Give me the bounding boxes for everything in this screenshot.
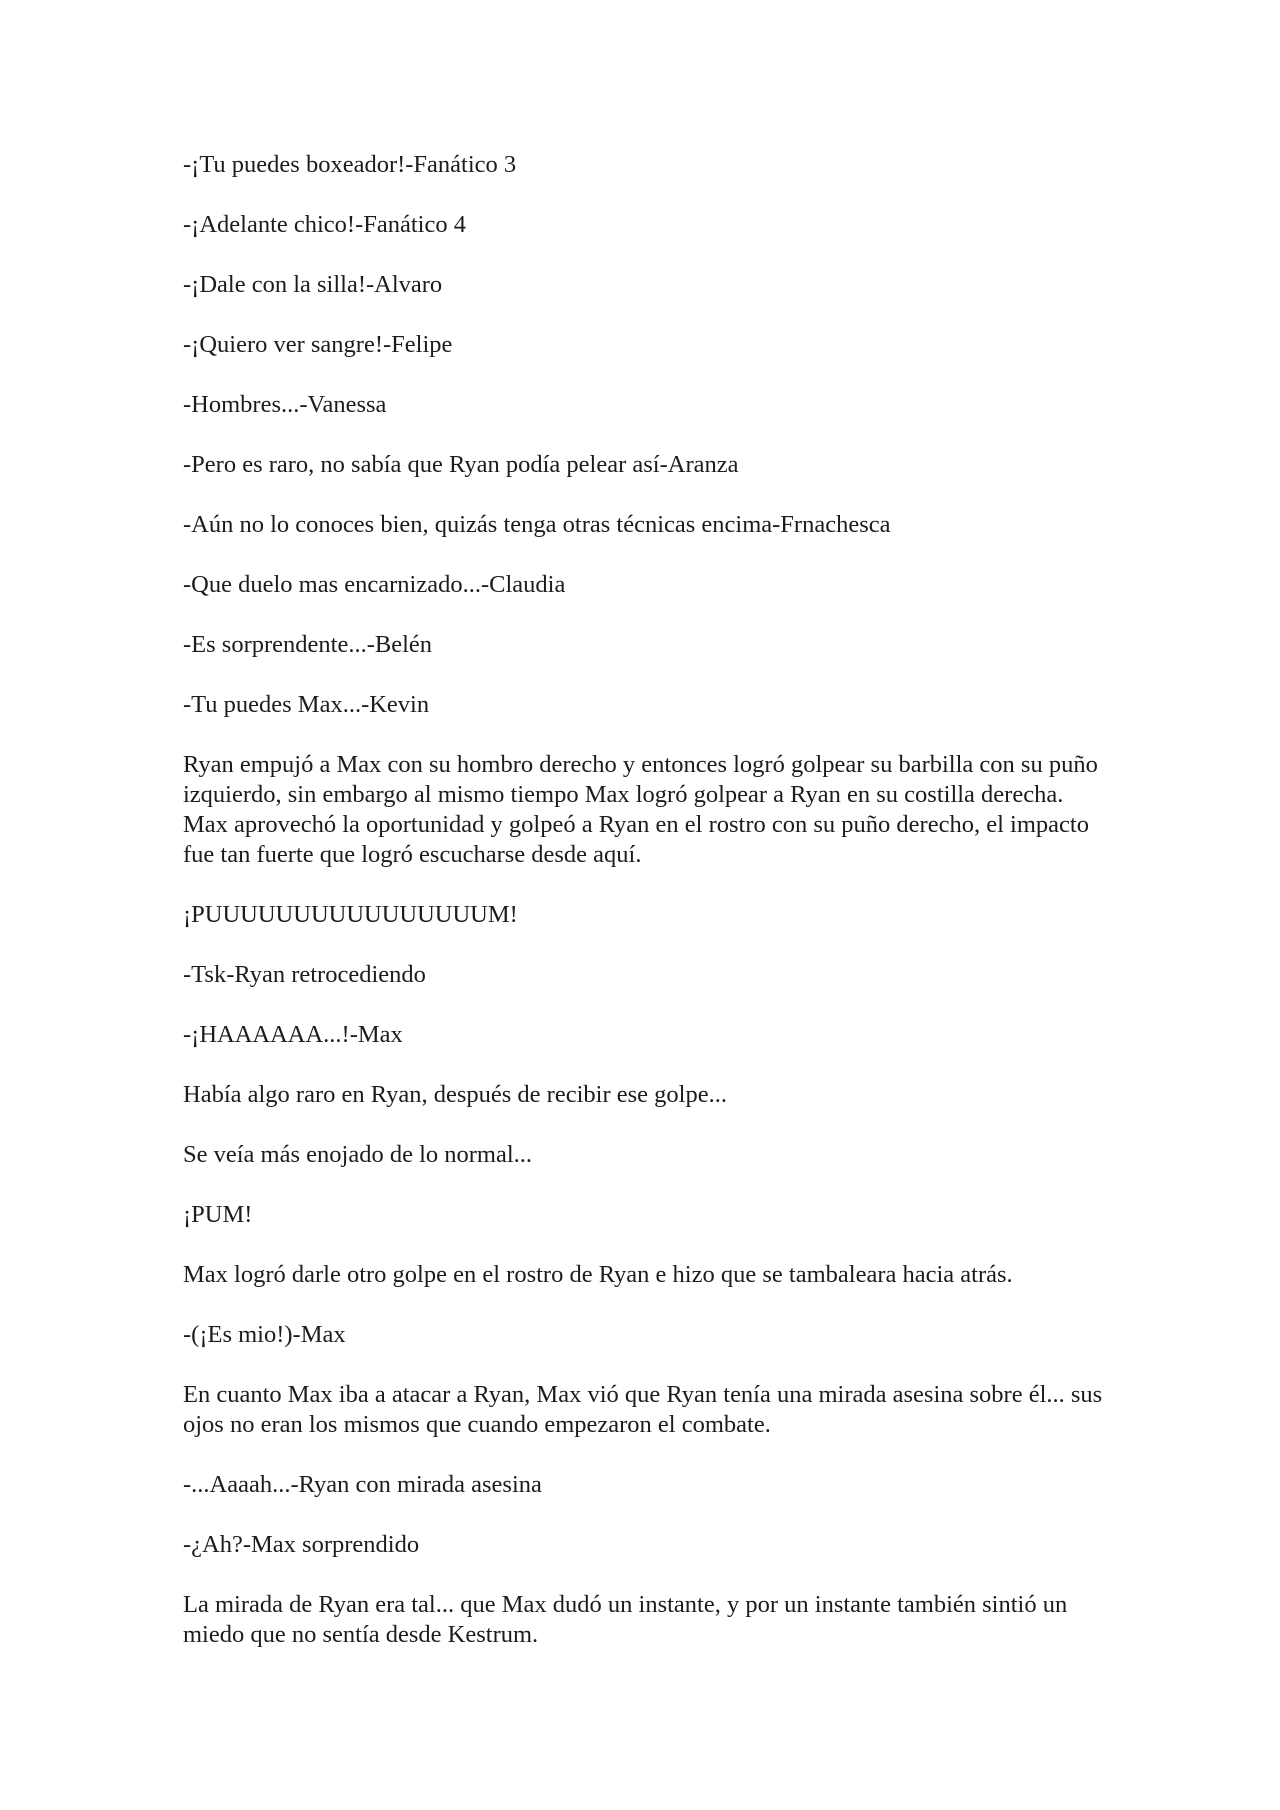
document-body xyxy=(183,150,1103,1680)
paragraph: -¡Dale con la silla!-Alvaro xyxy=(183,271,443,298)
paragraph: En cuanto Max iba a atacar a Ryan, Max vió que Ryan tenía una mirada asesina sobre él... sus ojos no eran los mismos que cuando empezaron el combate. xyxy=(183,1381,1103,1438)
paragraph: Max logró darle otro golpe en el rostro de Ryan e hizo que se tambaleara hacia atrás. xyxy=(183,1261,1013,1288)
paragraph: -¡Adelante chico!-Fanático 4 xyxy=(183,211,466,238)
paragraph: -(¡Es mio!)-Max xyxy=(183,1321,346,1348)
paragraph: Ryan empujó a Max con su hombro derecho y entonces logró golpear su barbilla con su puño izquierdo, sin embargo al mismo tiempo Max logró golpear a Ryan en su costilla derecha. Max aprovechó la oportunidad y golpeó a Ryan en el rostro con su puño derecho, el impacto fue tan fuerte que logró escucharse desde aquí. xyxy=(183,751,1098,868)
paragraph: -Que duelo mas encarnizado...-Claudia xyxy=(183,571,566,598)
paragraph: -¡Tu puedes boxeador!-Fanático 3 xyxy=(183,151,517,178)
paragraph: -Hombres...-Vanessa xyxy=(183,391,387,418)
paragraph: -¡Quiero ver sangre!-Felipe xyxy=(183,331,453,358)
paragraph: -Aún no lo conoces bien, quizás tenga otras técnicas encima-Frnachesca xyxy=(183,511,891,538)
paragraph: Había algo raro en Ryan, después de recibir ese golpe... xyxy=(183,1081,727,1108)
paragraph: -Pero es raro, no sabía que Ryan podía pelear así-Aranza xyxy=(183,451,739,478)
paragraph: La mirada de Ryan era tal... que Max dudó un instante, y por un instante también sintió un miedo que no sentía desde Kestrum. xyxy=(183,1591,1068,1648)
paragraph: ¡PUUUUUUUUUUUUUUUUM! xyxy=(183,901,518,928)
paragraph: ¡PUM! xyxy=(183,1201,253,1228)
paragraph: Se veía más enojado de lo normal... xyxy=(183,1141,533,1168)
paragraph: -¿Ah?-Max sorprendido xyxy=(183,1531,420,1558)
paragraph: -Tu puedes Max...-Kevin xyxy=(183,691,430,718)
paragraph: -Tsk-Ryan retrocediendo xyxy=(183,961,426,988)
paragraph: -¡HAAAAAA...!-Max xyxy=(183,1021,403,1048)
paragraph: -...Aaaah...-Ryan con mirada asesina xyxy=(183,1471,542,1498)
paragraph: -Es sorprendente...-Belén xyxy=(183,631,432,658)
